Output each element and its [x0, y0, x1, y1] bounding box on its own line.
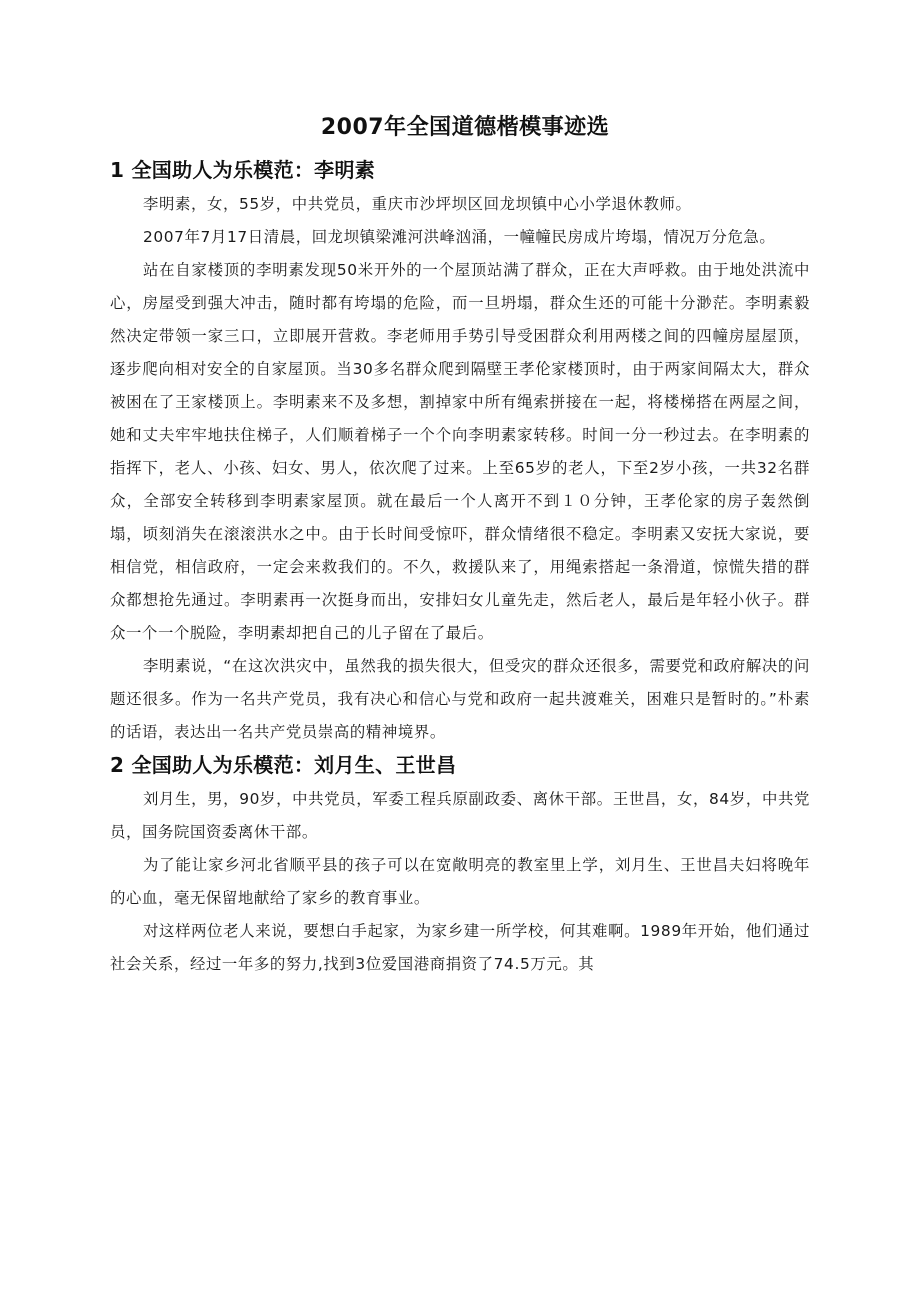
section-heading: 2 全国助人为乐模范：刘月生、王世昌	[110, 753, 457, 777]
document-title: 2007年全国道德楷模事迹选	[320, 115, 610, 140]
section-li-mingsu	[110, 154, 810, 749]
section-liu-yuesheng-wang-shichang	[110, 749, 810, 981]
paragraph: 2007年7月17日清晨，回龙坝镇梁滩河洪峰汹涌，一幢幢民房成片垮塌，情况万分危急。	[143, 228, 776, 246]
paragraph: 站在自家楼顶的李明素发现50米开外的一个屋顶站满了群众，正在大声呼救。由于地处洪流中心，房屋受到强大冲击，随时都有垮塌的危险，而一旦坍塌，群众生还的可能十分渺茫。李明素毅然决定带领一家三口，立即展开营救。李老师用手势引导受困群众利用两楼之间的四幢房屋屋顶，逐步爬向相对安全的自家屋顶。当30多名群众爬到隔壁王孝伦家楼顶时，由于两家间隔太大，群众被困在了王家楼顶上。李明素来不及多想，割掉家中所有绳索拼接在一起，将楼梯搭在两屋之间，她和丈夫牢牢地扶住梯子，人们顺着梯子一个个向李明素家转移。时间一分一秒过去。在李明素的指挥下，老人、小孩、妇女、男人，依次爬了过来。上至65岁的老人，下至2岁小孩，一共32名群众，全部安全转移到李明素家屋顶。就在最后一个人离开不到１０分钟，王孝伦家的房子轰然倒塌，顷刻消失在滚滚洪水之中。由于长时间受惊吓，群众情绪很不稳定。李明素又安抚大家说，要相信党，相信政府，一定会来救我们的。不久，救援队来了，用绳索搭起一条滑道，惊慌失措的群众都想抢先通过。李明素再一次挺身而出，安排妇女儿童先走，然后老人，最后是年轻小伙子。群众一个一个脱险，李明素却把自己的儿子留在了最后。	[110, 261, 810, 642]
paragraph: 李明素说，“在这次洪灾中，虽然我的损失很大，但受灾的群众还很多，需要党和政府解决的问题还很多。作为一名共产党员，我有决心和信心与党和政府一起共渡难关，困难只是暂时的。”朴素的话语，表达出一名共产党员崇高的精神境界。	[110, 657, 810, 741]
paragraph: 为了能让家乡河北省顺平县的孩子可以在宽敞明亮的教室里上学，刘月生、王世昌夫妇将晚年的心血，毫无保留地献给了家乡的教育事业。	[110, 856, 810, 907]
paragraph: 李明素，女，55岁，中共党员，重庆市沙坪坝区回龙坝镇中心小学退休教师。	[143, 195, 692, 213]
section-heading: 1 全国助人为乐模范：李明素	[110, 158, 376, 182]
paragraph: 刘月生，男，90岁，中共党员，军委工程兵原副政委、离休干部。王世昌，女，84岁，中共党员，国务院国资委离休干部。	[110, 790, 810, 841]
paragraph: 对这样两位老人来说，要想白手起家，为家乡建一所学校，何其难啊。1989年开始，他们通过社会关系，经过一年多的努力,找到3位爱国港商捐资了74.5万元。其	[110, 922, 810, 973]
document-page	[110, 112, 810, 981]
